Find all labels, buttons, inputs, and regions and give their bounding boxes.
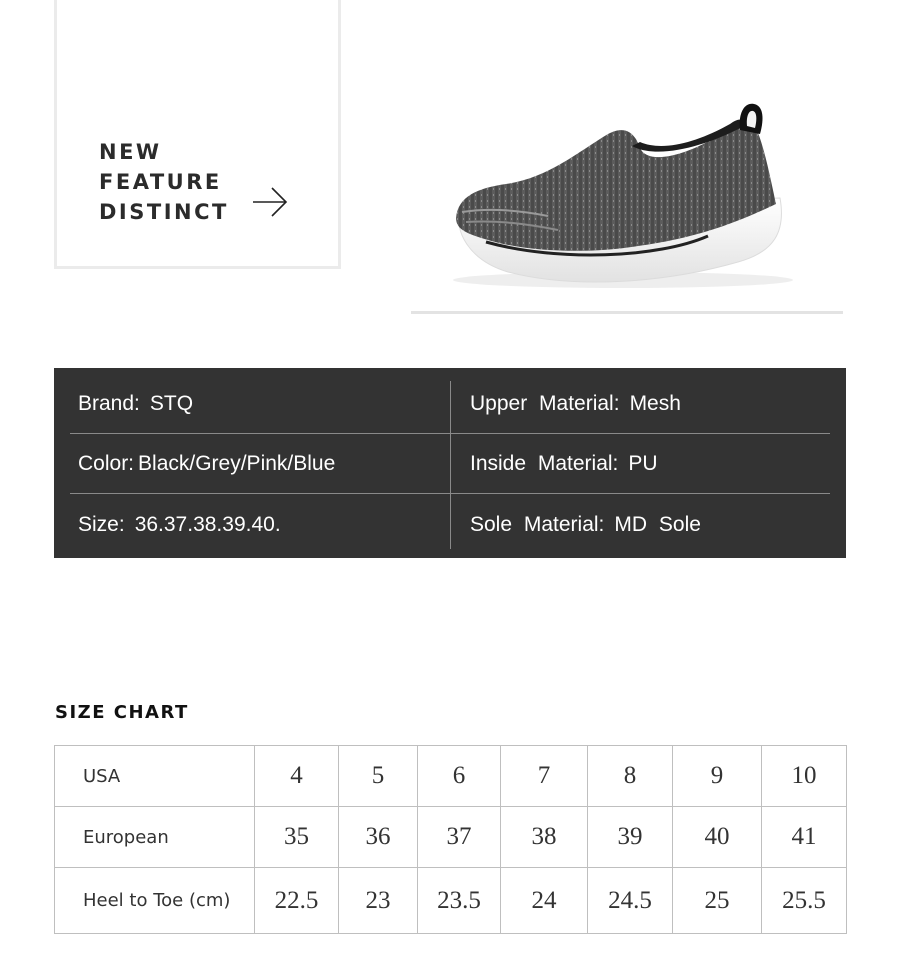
table-cell: 9 — [673, 746, 762, 807]
table-cell: 38 — [501, 807, 588, 868]
spec-row — [70, 373, 830, 433]
spec-key: Brand: — [78, 392, 140, 415]
row-label-usa: USA — [55, 746, 255, 807]
feature-line-feature: FEATURE — [99, 170, 222, 194]
spec-value: PU — [628, 452, 658, 475]
size-chart-table — [54, 745, 847, 934]
table-cell: 41 — [762, 807, 847, 868]
image-floor-line — [411, 311, 843, 314]
size-chart-title: SIZE CHART — [55, 702, 189, 723]
spec-key: Upper Material: — [470, 392, 620, 415]
feature-line-distinct: DISTINCT — [99, 200, 229, 224]
feature-box[interactable] — [54, 0, 341, 269]
table-cell: 23 — [339, 868, 418, 934]
table-cell: 10 — [762, 746, 847, 807]
spec-cell-size — [78, 494, 281, 554]
spec-cell-upper-material — [470, 373, 681, 433]
spec-key: Sole Material: — [470, 513, 605, 536]
table-cell: 5 — [339, 746, 418, 807]
table-cell: 22.5 — [255, 868, 339, 934]
slip-on-shoe-image — [408, 90, 846, 340]
table-cell: 23.5 — [418, 868, 501, 934]
table-cell: 24 — [501, 868, 588, 934]
spec-key: Size: — [78, 513, 125, 536]
table-cell: 4 — [255, 746, 339, 807]
spec-key: Inside Material: — [470, 452, 619, 475]
spec-value: STQ — [149, 392, 194, 415]
spec-value: Mesh — [629, 392, 681, 415]
spec-cell-inside-material — [470, 433, 658, 493]
table-row — [55, 807, 847, 868]
spec-cell-sole-material — [470, 494, 701, 554]
table-cell: 25.5 — [762, 868, 847, 934]
row-label-european: European — [55, 807, 255, 868]
spec-row — [70, 494, 830, 554]
arrow-right-icon[interactable] — [253, 186, 289, 218]
table-cell: 39 — [588, 807, 673, 868]
spec-table — [54, 368, 846, 558]
table-cell: 40 — [673, 807, 762, 868]
spec-key: Color: — [78, 452, 135, 475]
table-cell: 35 — [255, 807, 339, 868]
spec-value: 36.37.38.39.40. — [134, 513, 281, 536]
table-cell: 6 — [418, 746, 501, 807]
table-cell: 7 — [501, 746, 588, 807]
table-row — [55, 746, 847, 807]
spec-cell-color — [78, 433, 335, 493]
table-cell: 37 — [418, 807, 501, 868]
spec-value: MD Sole — [614, 513, 701, 536]
row-label-heel-to-toe: Heel to Toe (cm) — [55, 868, 255, 934]
table-cell: 25 — [673, 868, 762, 934]
feature-headline — [99, 137, 229, 227]
table-row — [55, 868, 847, 934]
table-cell: 36 — [339, 807, 418, 868]
table-cell: 24.5 — [588, 868, 673, 934]
spec-value: Black/Grey/Pink/Blue — [138, 452, 336, 475]
spec-row — [70, 433, 830, 493]
feature-line-new: NEW — [99, 140, 162, 164]
table-cell: 8 — [588, 746, 673, 807]
spec-cell-brand — [78, 373, 193, 433]
